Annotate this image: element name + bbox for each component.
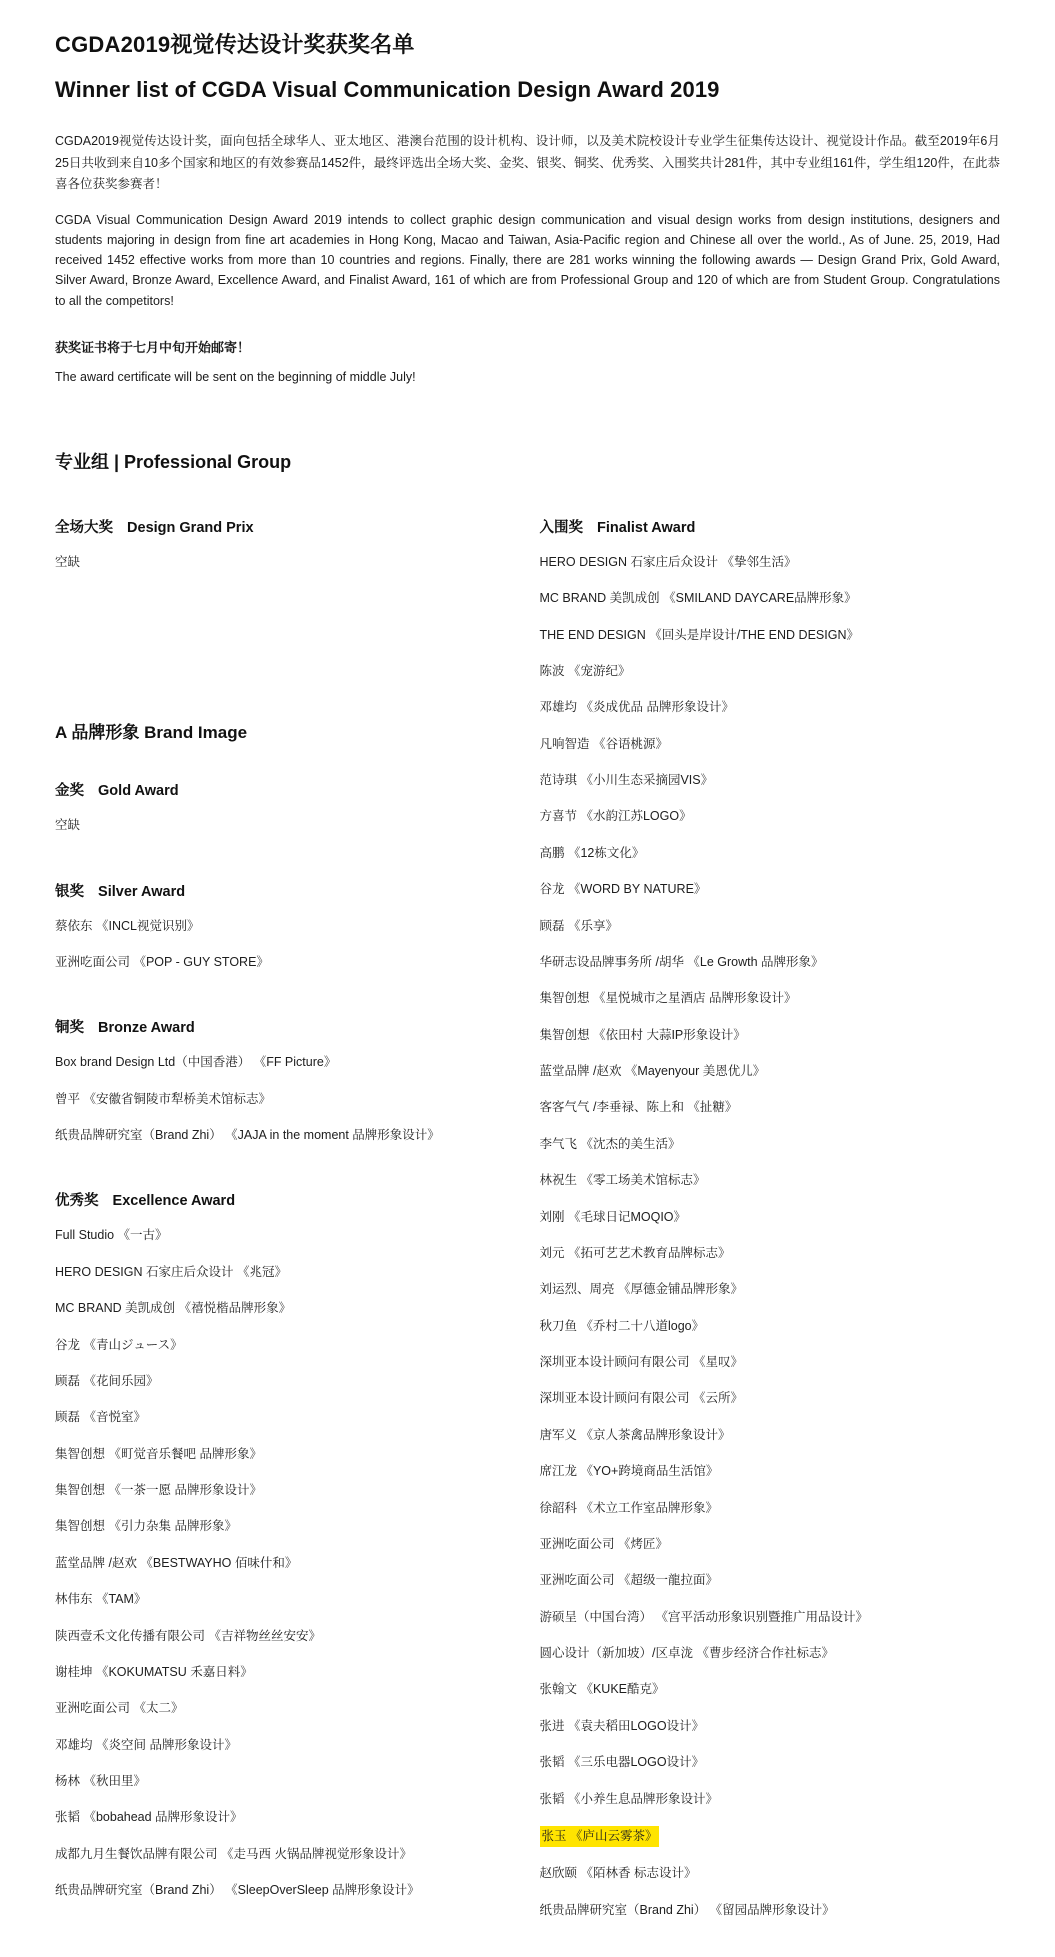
list-item	[540, 1426, 1001, 1445]
list-item-text: 张韬 《三乐电器LOGO设计》	[539, 1755, 705, 1770]
award-block-gold	[55, 779, 528, 835]
list-item-text: 张翰文 《KUKE酷克》	[539, 1682, 665, 1697]
section-heading-professional-group: 专业组 | Professional Group	[55, 451, 292, 472]
list-item	[540, 1098, 1001, 1117]
list-item-text: 集智创想 《依田村 大蒜IP形象设计》	[539, 1027, 746, 1042]
list-item	[540, 1535, 1001, 1554]
list-item	[540, 1608, 1001, 1627]
list-item-text: MC BRAND 美凯成创 《SMILAND DAYCARE品牌形象》	[539, 591, 857, 606]
list-item-text: 张进 《袁夫稻田LOGO设计》	[539, 1718, 705, 1733]
list-item: 顾磊 《花间乐园》	[55, 1373, 159, 1388]
list-item	[540, 1062, 1001, 1081]
award-heading-cn: 入围奖	[539, 519, 583, 536]
list-item: Full Studio 《一古》	[55, 1228, 168, 1243]
list-item: 谢桂坤 《KOKUMATSU 禾嘉日料》	[55, 1664, 253, 1679]
award-heading-silver	[55, 880, 528, 901]
list-item-text: 林祝生 《零工场美术馆标志》	[539, 1173, 706, 1188]
list-item	[540, 1680, 1001, 1699]
list-item: 亚洲吃面公司 《太二》	[55, 1701, 184, 1716]
award-heading-en: Silver Award	[98, 883, 186, 900]
list-item	[540, 771, 1001, 790]
notice-text-en: The award certificate will be sent on the beginning of middle July!	[55, 369, 416, 384]
list-item	[540, 1353, 1001, 1372]
list-item-text: 方喜节 《水韵江苏LOGO》	[539, 809, 692, 824]
list-item	[540, 989, 1001, 1008]
list-item	[540, 1462, 1001, 1481]
list-item	[540, 1644, 1001, 1663]
list-item	[540, 589, 1001, 608]
list-item-text: 秋刀鱼 《乔村二十八道logo》	[539, 1318, 705, 1333]
award-heading-cn: 银奖	[55, 883, 84, 900]
list-item-text: 范诗琪 《小川生态采摘园VIS》	[539, 773, 714, 787]
award-block-grand-prix	[55, 516, 528, 572]
award-heading-cn: 铜奖	[55, 1020, 84, 1037]
certificate-notice	[55, 337, 1000, 384]
award-heading-en: Finalist Award	[597, 519, 696, 536]
list-item: 谷龙 《青山ジュース》	[55, 1337, 183, 1352]
award-heading-cn: 优秀奖	[55, 1193, 99, 1210]
list-item: 张韬 《bobahead 品牌形象设计》	[55, 1810, 243, 1825]
category-heading-brand-image: A 品牌形象 Brand Image	[55, 723, 248, 743]
list-item-text: THE END DESIGN 《回头是岸设计/THE END DESIGN》	[539, 627, 859, 642]
list-item	[540, 1389, 1001, 1408]
list-item-text: 客客气气 /李垂禄、陈上和 《扯糖》	[539, 1100, 738, 1115]
list-item	[540, 1135, 1001, 1154]
list-item: 邓雄均 《炎空间 品牌形象设计》	[55, 1737, 237, 1752]
list-item-text: 纸贵品牌研究室（Brand Zhi） 《留园品牌形象设计》	[539, 1902, 835, 1917]
list-item	[540, 1864, 1001, 1883]
list-item	[540, 1208, 1001, 1227]
list-item-text: 唐军义 《京人茶禽品牌形象设计》	[539, 1427, 731, 1442]
list-item	[540, 1790, 1001, 1809]
list-item-text: 刘刚 《毛球日记MOQIO》	[539, 1209, 687, 1224]
list-item-text: 圆心设计（新加坡）/区卓泷 《曹步经济合作社标志》	[539, 1646, 834, 1660]
list-item: 林伟东 《TAM》	[55, 1592, 147, 1607]
award-heading-grand-prix	[55, 516, 528, 537]
list-item-text: 谷龙 《WORD BY NATURE》	[539, 882, 707, 897]
intro-paragraph-en: CGDA Visual Communication Design Award 2019 intends to collect graphic design communication and visual design works from design institutions, designers and students majoring in design from fine art academies in Hong Kong, Macao and Taiwan, Asia-Pacific region and Chinese all over the world., As of June. 25, 2019, Had received 1452 effective works from more than 10 countries and regions. Finally, there are 281 works winning the following awards — Design Grand Prix, Gold Award, Silver Award, Bronze Award, Excellence Award, and Finalist Award, 161 of which are from Professional Group and 120 of which are from Student Group. Congratulations to all the competitors!	[55, 212, 1000, 308]
excellence-entry-list	[55, 1226, 528, 1900]
page-title-cn: CGDA2019视觉传达设计奖获奖名单	[55, 32, 415, 57]
list-item: 蓝堂品牌 /赵欢 《BESTWAYHO 佰味什和》	[55, 1555, 298, 1570]
notice-text-cn: 获奖证书将于七月中旬开始邮寄！	[55, 339, 251, 355]
list-item-text: 刘元 《拓可艺艺术教育品牌标志》	[539, 1245, 731, 1260]
award-heading-excellence	[55, 1189, 528, 1210]
list-item: 蔡依东 《INCL视觉识别》	[55, 918, 200, 933]
award-heading-bronze	[55, 1016, 528, 1037]
list-item: MC BRAND 美凯成创 《禧悦楷品牌形象》	[55, 1301, 292, 1316]
award-heading-en: Excellence Award	[112, 1193, 236, 1210]
list-item	[540, 1317, 1001, 1336]
list-item	[540, 807, 1001, 826]
list-item	[540, 1244, 1001, 1263]
list-item-text: 陈波 《宠游纪》	[539, 663, 631, 678]
award-block-silver	[55, 880, 528, 973]
list-item: 亚洲吃面公司 《POP - GUY STORE》	[55, 954, 269, 969]
list-item: 顾磊 《音悦室》	[55, 1410, 146, 1425]
list-item	[540, 1753, 1001, 1772]
list-item	[540, 662, 1001, 681]
list-item	[540, 1571, 1001, 1590]
list-item-text: 华研志设品牌事务所 /胡华 《Le Growth 品牌形象》	[539, 954, 824, 969]
list-item	[540, 953, 1001, 972]
left-column	[55, 516, 528, 1937]
list-item-text: 深圳亚本设计顾问有限公司 《云所》	[539, 1391, 743, 1406]
award-heading-en: Design Grand Prix	[127, 519, 254, 536]
list-item: 集智创想 《町觉音乐餐吧 品牌形象》	[55, 1446, 262, 1461]
list-item-text: 游硕呈（中国台湾） 《宫平活动形象识别暨推广用品设计》	[539, 1609, 868, 1624]
page-title-en: Winner list of CGDA Visual Communication Design Award 2019	[55, 77, 720, 102]
list-item: HERO DESIGN 石家庄后众设计 《兆冠》	[55, 1264, 287, 1279]
list-item-text: 席江龙 《YO+跨境商品生活馆》	[539, 1464, 719, 1479]
award-block-excellence	[55, 1189, 528, 1900]
award-heading-en: Gold Award	[98, 783, 179, 800]
list-item-text: HERO DESIGN 石家庄后众设计 《挚邻生活》	[539, 554, 797, 569]
right-column	[528, 516, 1001, 1937]
list-item	[540, 698, 1001, 717]
list-item-text: 凡响智造 《谷语桃源》	[539, 736, 668, 751]
list-item	[540, 1717, 1001, 1736]
list-item	[540, 553, 1001, 572]
list-item: 空缺	[55, 554, 81, 569]
list-item	[540, 844, 1001, 863]
intro-paragraph-cn: CGDA2019视觉传达设计奖，面向包括全球华人、亚太地区、港澳台范围的设计机构、设计师，以及美术院校设计专业学生征集传达设计、视觉设计作品。截至2019年6月25日共收到来自10多个国家和地区的有效参赛品1452件，最终评选出全场大奖、金奖、银奖、铜奖、优秀奖、入围奖共计281件，其中专业组161件，学生组120件，在此恭喜各位获奖参赛者！	[55, 134, 1000, 191]
list-item: 纸贵品牌研究室（Brand Zhi） 《SleepOverSleep 品牌形象设计》	[55, 1883, 420, 1898]
list-item-text: 集智创想 《星悦城市之星酒店 品牌形象设计》	[539, 991, 797, 1006]
list-item: 成都九月生餐饮品牌有限公司 《走马西 火锅品牌视觉形象设计》	[55, 1846, 412, 1861]
list-item	[540, 626, 1001, 645]
award-block-finalist	[540, 516, 1001, 1920]
list-item-text: 刘运烈、周亮 《厚德金铺品牌形象》	[539, 1282, 743, 1297]
list-item-text: 赵欣颐 《陌林香 标志设计》	[539, 1866, 697, 1881]
list-item-text: 徐韶科 《术立工作室品牌形象》	[539, 1500, 718, 1515]
award-heading-cn: 金奖	[55, 783, 84, 800]
list-item	[540, 917, 1001, 936]
list-item: Box brand Design Ltd（中国香港） 《FF Picture》	[55, 1055, 337, 1070]
list-item	[540, 880, 1001, 899]
list-item-text: 顾磊 《乐享》	[539, 918, 618, 933]
award-heading-cn: 全场大奖	[55, 519, 113, 536]
list-item-text: 李气飞 《沈杰的美生活》	[539, 1136, 681, 1151]
list-item	[540, 735, 1001, 754]
award-heading-gold	[55, 779, 528, 800]
list-item	[540, 1901, 1001, 1920]
list-item: 纸贵品牌研究室（Brand Zhi） 《JAJA in the moment 品牌形象设计》	[55, 1128, 440, 1142]
list-item: 曾平 《安徽省铜陵市犁桥美术馆标志》	[55, 1091, 271, 1106]
list-item-highlighted	[540, 1826, 1001, 1847]
award-block-bronze	[55, 1016, 528, 1145]
award-columns	[55, 516, 1000, 1937]
list-item-text: 蓝堂品牌 /赵欢 《Mayenyour 美恩优儿》	[539, 1064, 766, 1078]
list-item: 杨林 《秋田里》	[55, 1774, 146, 1788]
list-item	[540, 1171, 1001, 1190]
list-item	[540, 1280, 1001, 1299]
list-item: 集智创想 《引力杂集 品牌形象》	[55, 1519, 237, 1534]
list-item	[540, 1499, 1001, 1518]
list-item-text: 亚洲吃面公司 《烤匠》	[539, 1536, 668, 1551]
list-item	[540, 1026, 1001, 1045]
list-item: 集智创想 《一茶一愿 品牌形象设计》	[55, 1483, 262, 1497]
list-item: 空缺	[55, 818, 81, 833]
list-item-text: 张玉 《庐山云雾茶》	[540, 1826, 660, 1847]
list-item-text: 张韬 《小养生息品牌形象设计》	[539, 1791, 718, 1806]
list-item-text: 高鹏 《12栋文化》	[539, 845, 645, 860]
list-item-text: 邓雄均 《炎成优品 品牌形象设计》	[539, 700, 734, 715]
award-heading-finalist	[540, 516, 1001, 537]
finalist-entry-list	[540, 553, 1001, 1920]
award-heading-en: Bronze Award	[98, 1020, 195, 1037]
list-item: 陕西壹禾文化传播有限公司 《吉祥物丝丝安安》	[55, 1628, 321, 1643]
list-item-text: 深圳亚本设计顾问有限公司 《星叹》	[539, 1355, 743, 1369]
list-item-text: 亚洲吃面公司 《超级一龍拉面》	[539, 1573, 718, 1588]
